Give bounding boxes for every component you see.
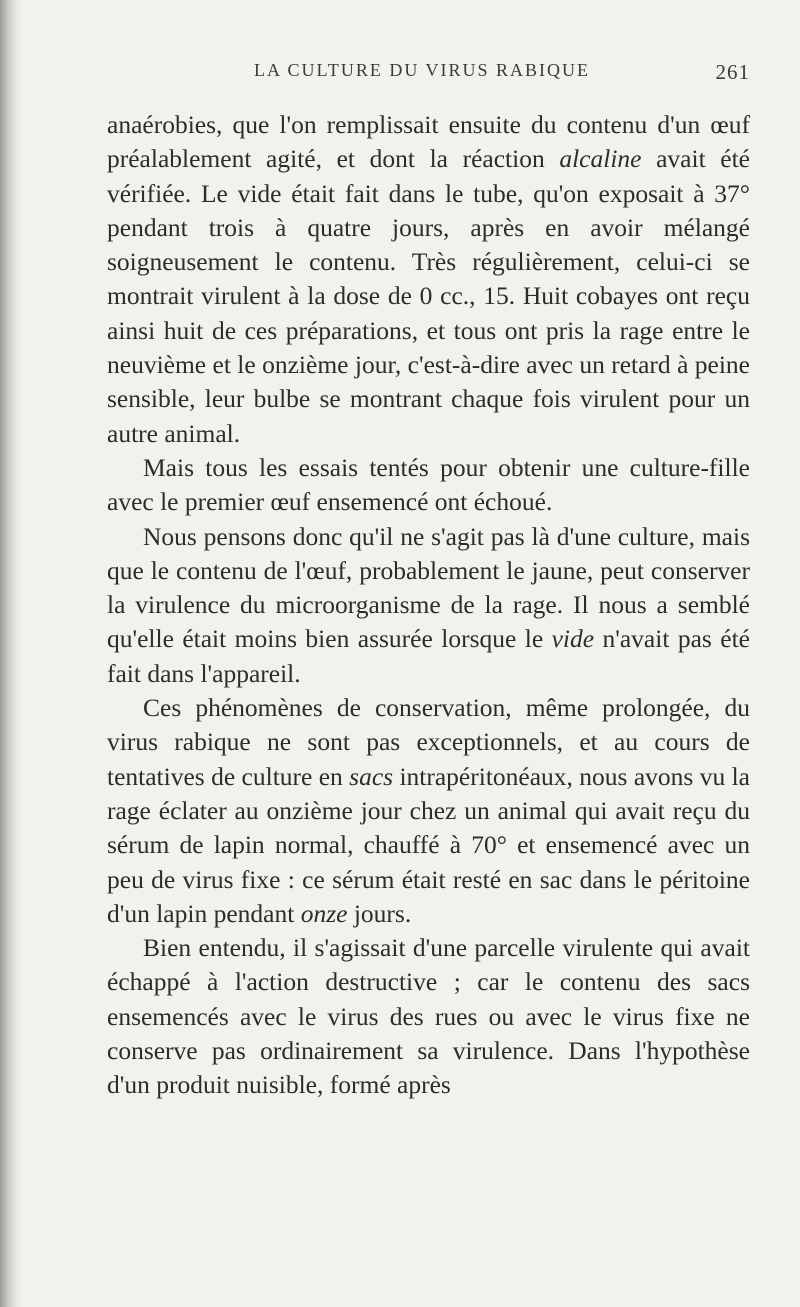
paragraph-2 xyxy=(107,451,750,520)
text-run: n'avait pas été fait dans l'appareil. xyxy=(107,624,750,688)
italic-text: alcaline xyxy=(559,144,642,174)
text-run: jours. xyxy=(347,898,412,928)
italic-text: sacs xyxy=(349,761,394,791)
text-run: Nous pensons donc qu'il ne s'agit pas là d'une culture, mais que le contenu de l'œuf, probablement le jaune, peut conserver la virulence du microorganisme de la rage. Il nous a semblé qu'elle était moins bien assurée lorsque le xyxy=(107,521,750,654)
paragraph-4 xyxy=(107,691,750,931)
italic-text: onze xyxy=(300,898,348,928)
paragraph-3 xyxy=(107,520,750,691)
paragraph-5 xyxy=(107,931,750,1102)
text-run: Bien entendu, il s'agissait d'une parcelle virulente qui avait échappé à l'action destructive ; car le contenu des sacs ensemencés avec le virus des rues ou avec le virus fixe ne conserve pas ordinairement sa virulence. Dans l'hypothèse d'un produit nuisible, formé après xyxy=(107,933,750,1100)
running-head xyxy=(240,60,750,90)
text-run: avait été vérifiée. Le vide était fait dans le tube, qu'on exposait à 37° pendant trois à quatre jours, après en avoir mélangé soigneusement le contenu. Très régulièrement, celui-ci se montrait virulent à la dose de 0 cc., 15. Huit cobayes ont reçu ainsi huit de ces préparations, et tous ont pris la rage entre le neuvième et le onzième jour, c'est-à-dire avec un retard à peine sensible, leur bulbe se montrant chaque fois virulent pour un autre animal. xyxy=(107,144,751,448)
italic-text: vide xyxy=(551,624,595,654)
text-run: Ces phénomènes de conservation, même prolongée, du virus rabique ne sont pas exceptionnels, et au cours de tentatives de culture en xyxy=(107,693,750,791)
text-run: Mais tous les essais tentés pour obtenir une culture-fille avec le premier œuf ensemencé ont échoué. xyxy=(107,452,750,517)
body-text xyxy=(107,108,750,1103)
page-number: 261 xyxy=(715,60,750,84)
running-title: LA CULTURE DU VIRUS RABIQUE xyxy=(254,60,591,80)
text-run: intrapéritonéaux, nous avons vu la rage éclater au onzième jour chez un animal qui avait reçu du sérum de lapin normal, chauffé à 70° et ensemencé avec un peu de virus fixe : ce sérum était resté en sac dans le péritoine d'un lapin pendant xyxy=(107,761,750,928)
paragraph-1 xyxy=(107,108,750,451)
text-run: anaérobies, que l'on remplissait ensuite du contenu d'un œuf préalablement agité, et dont la réaction xyxy=(107,110,750,174)
